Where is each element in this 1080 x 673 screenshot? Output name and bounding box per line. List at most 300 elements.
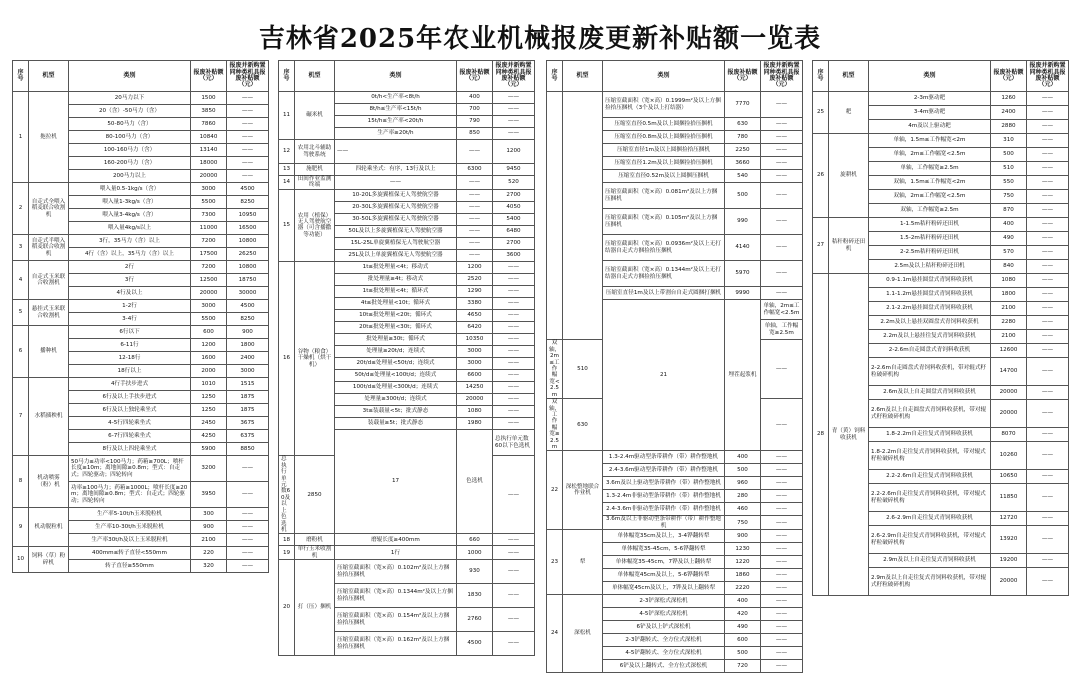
subsidy-cell: 3000 bbox=[457, 345, 493, 357]
subsidy-cell: —— bbox=[457, 237, 493, 249]
category-cell: 25L及以上单旋翼植保无人驾驶航空器 bbox=[335, 249, 457, 261]
header-category: 类别 bbox=[69, 61, 191, 92]
table-row bbox=[547, 530, 803, 543]
subsidy-cell: 4250 bbox=[191, 430, 227, 443]
extra-subsidy-cell: 6375 bbox=[227, 430, 269, 443]
category-cell: 压缩室直径1.2m及以上圆捆捡拾压捆机 bbox=[603, 157, 725, 170]
extra-subsidy-cell: —— bbox=[227, 131, 269, 144]
category-cell: 10t≤批处理量<20t；循环式 bbox=[335, 309, 457, 321]
extra-subsidy-cell: —— bbox=[1027, 190, 1069, 204]
header-category: 类别 bbox=[335, 61, 457, 92]
machine-type: 深松机 bbox=[563, 595, 603, 673]
subsidy-cell: —— bbox=[457, 249, 493, 261]
extra-subsidy-cell: —— bbox=[227, 170, 269, 183]
subsidy-cell: 10650 bbox=[991, 470, 1027, 484]
extra-subsidy-cell: 2700 bbox=[493, 189, 535, 201]
extra-subsidy-cell: 4500 bbox=[227, 183, 269, 196]
extra-subsidy-cell: 10800 bbox=[227, 235, 269, 248]
category-cell: 2.4-3.6m非驱动型条带耕作（带）耕作整地机 bbox=[603, 503, 725, 516]
subsidy-cell: 2100 bbox=[191, 534, 227, 547]
extra-subsidy-cell: —— bbox=[493, 116, 535, 128]
category-cell: 8t/h≤生产率<15t/h bbox=[335, 104, 457, 116]
machine-type: 农用（植保）无人驾驶航空器（可含播撒等功能） bbox=[295, 189, 335, 261]
table-panel-1 bbox=[12, 60, 268, 608]
category-cell: 磨辊长度≥400mm bbox=[335, 534, 457, 546]
category-cell: 4m及以上驱动耙 bbox=[869, 120, 991, 134]
category-cell: 80-100马力（含） bbox=[69, 131, 191, 144]
header-extra: 报废并新购置同种类机具报废补贴额（元） bbox=[227, 61, 269, 92]
table-row bbox=[13, 300, 269, 313]
subsidy-table bbox=[546, 60, 803, 673]
subsidy-table bbox=[278, 60, 535, 656]
subsidy-cell: 2760 bbox=[457, 608, 493, 632]
category-cell: 4-5行四轮乘坐式 bbox=[69, 417, 191, 430]
row-number: 23 bbox=[547, 530, 563, 595]
machine-type: 青（黄）饲料收获机 bbox=[829, 274, 869, 596]
row-number: 5 bbox=[13, 300, 29, 326]
header-row bbox=[547, 61, 803, 92]
subsidy-cell: 1220 bbox=[725, 556, 761, 569]
extra-subsidy-cell: —— bbox=[761, 399, 803, 451]
extra-subsidy-cell: 8250 bbox=[227, 313, 269, 326]
subsidy-cell: 280 bbox=[725, 490, 761, 503]
extra-subsidy-cell: —— bbox=[1027, 386, 1069, 400]
extra-subsidy-cell: —— bbox=[493, 104, 535, 116]
header-category: 类别 bbox=[603, 61, 725, 92]
subsidy-cell: —— bbox=[457, 225, 493, 237]
extra-subsidy-cell: —— bbox=[493, 333, 535, 345]
extra-subsidy-cell: —— bbox=[761, 556, 803, 569]
subsidy-cell: 3200 bbox=[191, 456, 227, 482]
row-number: 14 bbox=[279, 176, 295, 190]
row-number: 27 bbox=[813, 218, 829, 274]
extra-subsidy-cell: —— bbox=[493, 584, 535, 608]
extra-subsidy-cell: —— bbox=[761, 477, 803, 490]
subsidy-cell: 20000 bbox=[991, 386, 1027, 400]
header-subsidy: 报废补贴额（元） bbox=[991, 61, 1027, 92]
subsidy-cell: 500 bbox=[725, 464, 761, 477]
subsidy-cell: 660 bbox=[457, 534, 493, 546]
subsidy-cell: 720 bbox=[725, 660, 761, 673]
extra-subsidy-cell: —— bbox=[761, 621, 803, 634]
extra-subsidy-cell: —— bbox=[227, 482, 269, 508]
table-row bbox=[279, 140, 535, 164]
category-cell: 6行及以上手扶步进式 bbox=[69, 391, 191, 404]
row-number: 1 bbox=[13, 92, 29, 183]
row-number: 28 bbox=[813, 274, 829, 596]
category-cell: 2-3铲翻转式、全方位式深松机 bbox=[603, 634, 725, 647]
category-cell: 2-3m驱动耙 bbox=[869, 92, 991, 106]
subsidy-cell: 5500 bbox=[191, 196, 227, 209]
category-cell: 20t/d≤处理量<50t/d；连续式 bbox=[335, 357, 457, 369]
category-cell: 2.9m及以上自走往复式青饲料收获机 bbox=[869, 554, 991, 568]
subsidy-cell: 2000 bbox=[191, 365, 227, 378]
category-cell: 6行及以上独轮乘坐式 bbox=[69, 404, 191, 417]
table-row bbox=[279, 546, 535, 560]
subsidy-cell: 9990 bbox=[725, 287, 761, 300]
extra-subsidy-cell: 10950 bbox=[227, 209, 269, 222]
subsidy-cell: 400 bbox=[725, 451, 761, 464]
row-number: 17 bbox=[335, 429, 457, 534]
category-cell: —— bbox=[335, 176, 457, 190]
subsidy-cell: 2880 bbox=[991, 120, 1027, 134]
category-cell: 3.6m及以上驱动型条带耕作（带）耕作整地机 bbox=[603, 477, 725, 490]
category-cell: 8行及以上四轮乘坐式 bbox=[69, 443, 191, 456]
category-cell: 50t/d≤处理量<100t/d；连续式 bbox=[335, 369, 457, 381]
row-number: 21 bbox=[603, 300, 725, 451]
extra-subsidy-cell: —— bbox=[761, 340, 803, 399]
subsidy-cell: 780 bbox=[725, 131, 761, 144]
subsidy-cell: 2280 bbox=[991, 316, 1027, 330]
category-cell: 双轴，工作幅宽≥2.5m bbox=[547, 399, 563, 451]
subsidy-cell: 1500 bbox=[191, 92, 227, 105]
category-cell: 2.6-2.9m自走往复式青饲料收获机，带对辊式籽粒破碎机构 bbox=[869, 526, 991, 554]
category-cell: 2.4-3.6m驱动型条带耕作（带）耕作整地机 bbox=[603, 464, 725, 477]
category-cell: 6行以下 bbox=[69, 326, 191, 339]
subsidy-cell: 490 bbox=[991, 232, 1027, 246]
header-type: 机型 bbox=[295, 61, 335, 92]
machine-type: 施肥机 bbox=[295, 164, 335, 176]
extra-subsidy-cell: 1875 bbox=[227, 404, 269, 417]
category-cell: 2.2-2.6m自走往复式青饲料收获机，带对辊式籽粒破碎机构 bbox=[869, 484, 991, 512]
category-cell: 10-20L多旋翼植保无人驾驶航空器 bbox=[335, 189, 457, 201]
subsidy-cell: 900 bbox=[725, 530, 761, 543]
machine-type: 深松整地联合作业机 bbox=[563, 451, 603, 530]
subsidy-cell: 2100 bbox=[991, 330, 1027, 344]
extra-subsidy-cell: 8850 bbox=[227, 443, 269, 456]
row-number: 10 bbox=[13, 547, 29, 573]
subsidy-cell: 400 bbox=[991, 218, 1027, 232]
category-cell: 单体幅宽45cm及以上，7铧及以上翻转犁 bbox=[603, 582, 725, 595]
extra-subsidy-cell: —— bbox=[227, 534, 269, 547]
header-row bbox=[279, 61, 535, 92]
row-number: 18 bbox=[279, 534, 295, 546]
category-cell: 20-30L多旋翼植保无人驾驶航空器 bbox=[335, 201, 457, 213]
subsidy-cell: —— bbox=[457, 213, 493, 225]
extra-subsidy-cell: —— bbox=[761, 131, 803, 144]
subsidy-cell: 7200 bbox=[191, 235, 227, 248]
category-cell: 2.6-2.9m自走往复式青饲料收获机 bbox=[869, 512, 991, 526]
extra-subsidy-cell: 2400 bbox=[227, 352, 269, 365]
category-cell: 1-1.5m秸秆粉碎还田机 bbox=[869, 218, 991, 232]
extra-subsidy-cell: —— bbox=[493, 357, 535, 369]
header-subsidy: 报废补贴额（元） bbox=[725, 61, 761, 92]
category-cell: 2.6m及以上自走圆盘式青饲料收获机 bbox=[869, 386, 991, 400]
category-cell: 6-11行 bbox=[69, 339, 191, 352]
category-cell: 压缩室直径1m及以上带割台自走式圆捆打捆机 bbox=[603, 287, 725, 300]
category-cell: 生产率30t/h及以上玉米脱粒机 bbox=[69, 534, 191, 547]
header-no: 序号 bbox=[13, 61, 29, 92]
machine-type: 机动喷雾（粉）机 bbox=[29, 456, 69, 508]
machine-type: 谷物（粮食）干燥机（烘干机） bbox=[295, 261, 335, 456]
category-cell: 压缩室截面积（宽×高）0.0936m²及以上无打结器自走式方捆捡拾压捆机 bbox=[603, 235, 725, 261]
subsidy-cell: 900 bbox=[191, 521, 227, 534]
subsidy-cell: 20000 bbox=[191, 170, 227, 183]
subsidy-cell: 960 bbox=[725, 477, 761, 490]
extra-subsidy-cell: 4500 bbox=[227, 300, 269, 313]
machine-type: 饲料（草）粉碎机 bbox=[29, 547, 69, 573]
category-cell: 压缩室截面积（宽×高）0.1344m²及以上无打结器自走式方捆捡拾压捆机 bbox=[603, 261, 725, 287]
extra-subsidy-cell: 1200 bbox=[493, 140, 535, 164]
row-number: 4 bbox=[13, 261, 29, 300]
extra-subsidy-cell: —— bbox=[761, 516, 803, 530]
row-number: 20 bbox=[279, 560, 295, 656]
category-cell: 压缩室直径0.8m及以上圆捆捡拾压捆机 bbox=[603, 131, 725, 144]
category-cell: 压缩室截面积（宽×高）0.081m²及以上方捆压捆机 bbox=[603, 183, 725, 209]
extra-subsidy-cell: —— bbox=[1027, 484, 1069, 512]
row-number: 26 bbox=[813, 134, 829, 218]
extra-subsidy-cell: —— bbox=[227, 118, 269, 131]
subsidy-cell: 1250 bbox=[191, 391, 227, 404]
table-row bbox=[547, 595, 803, 608]
category-cell: 20（含）-50马力（含） bbox=[69, 105, 191, 118]
subsidy-cell: 320 bbox=[191, 560, 227, 573]
category-cell: 1.3-2.4m非驱动型条带耕作（带）耕作整地机 bbox=[603, 490, 725, 503]
subsidy-cell: 1010 bbox=[191, 378, 227, 391]
extra-subsidy-cell: —— bbox=[761, 490, 803, 503]
category-cell: 6铲及以上翻转式、全方位式深松机 bbox=[603, 660, 725, 673]
extra-subsidy-cell: —— bbox=[227, 105, 269, 118]
extra-subsidy-cell: —— bbox=[227, 144, 269, 157]
category-cell: 2-2.6m自走圆盘式青饲料收获机，带对辊式籽粒破碎机构 bbox=[869, 358, 991, 386]
extra-subsidy-cell: —— bbox=[1027, 232, 1069, 246]
machine-type: 自走式全喂入稻麦联合收割机 bbox=[29, 183, 69, 235]
subsidy-cell: 6300 bbox=[457, 164, 493, 176]
subsidy-cell: 3000 bbox=[191, 300, 227, 313]
row-number: 11 bbox=[279, 92, 295, 140]
category-cell: 双轴，工作幅宽≥2.5m bbox=[869, 204, 991, 218]
machine-type: 色选机 bbox=[457, 429, 493, 534]
extra-subsidy-cell: —— bbox=[1027, 162, 1069, 176]
category-cell: 1-2行 bbox=[69, 300, 191, 313]
category-cell: 6-7行四轮乘坐式 bbox=[69, 430, 191, 443]
table-row bbox=[13, 378, 269, 391]
category-cell: 2-2.6m自走圆盘式青饲料收获机 bbox=[869, 344, 991, 358]
category-cell: 四轮乘坐式：有序，13行及以上 bbox=[335, 164, 457, 176]
category-cell: 单体幅宽45cm及以上，5-6铧翻转犁 bbox=[603, 569, 725, 582]
extra-subsidy-cell: 520 bbox=[493, 176, 535, 190]
extra-subsidy-cell: 3000 bbox=[227, 365, 269, 378]
extra-subsidy-cell: —— bbox=[493, 381, 535, 393]
extra-subsidy-cell: —— bbox=[761, 170, 803, 183]
extra-subsidy-cell: —— bbox=[761, 157, 803, 170]
subsidy-cell: 12600 bbox=[991, 344, 1027, 358]
extra-subsidy-cell: —— bbox=[493, 560, 535, 584]
extra-subsidy-cell: —— bbox=[493, 456, 535, 534]
table-row bbox=[13, 92, 269, 105]
machine-type: 耙 bbox=[829, 92, 869, 134]
subsidy-cell: 500 bbox=[725, 647, 761, 660]
subsidy-cell: 1200 bbox=[191, 339, 227, 352]
table-row bbox=[13, 261, 269, 274]
extra-subsidy-cell: 1515 bbox=[227, 378, 269, 391]
category-cell: 生产率5-10t/h玉米脱粒机 bbox=[69, 508, 191, 521]
subsidy-cell: 1600 bbox=[191, 352, 227, 365]
category-cell: 处理量≥300t/d；连续式 bbox=[335, 393, 457, 405]
header-extra: 报废并新购置同种类机具报废补贴额（元） bbox=[1027, 61, 1069, 92]
category-cell: 50L及以上多旋翼植保无人驾驶航空器 bbox=[335, 225, 457, 237]
subsidy-cell: 12720 bbox=[991, 512, 1027, 526]
subsidy-cell: 20000 bbox=[457, 393, 493, 405]
extra-subsidy-cell: —— bbox=[493, 393, 535, 405]
table-row bbox=[13, 235, 269, 248]
subsidy-cell: 8070 bbox=[991, 428, 1027, 442]
category-cell: 批处理量≥4t；移动式 bbox=[335, 273, 457, 285]
subsidy-cell: 17500 bbox=[191, 248, 227, 261]
extra-subsidy-cell: —— bbox=[761, 287, 803, 300]
subsidy-cell: 540 bbox=[725, 170, 761, 183]
category-cell: 4-5铲翻转式、全方位式深松机 bbox=[603, 647, 725, 660]
table-row bbox=[813, 92, 1069, 106]
extra-subsidy-cell: —— bbox=[1027, 302, 1069, 316]
table-row bbox=[279, 534, 535, 546]
extra-subsidy-cell: —— bbox=[1027, 428, 1069, 442]
extra-subsidy-cell: —— bbox=[761, 451, 803, 464]
category-cell: 2.5m及以上秸秆粉碎还田机 bbox=[869, 260, 991, 274]
category-cell: 1.5-2m秸秆粉碎还田机 bbox=[869, 232, 991, 246]
category-cell: 1行 bbox=[335, 546, 457, 560]
category-cell: 处理量≥20t/d；连续式 bbox=[335, 345, 457, 357]
machine-type: 田间作业监测终端 bbox=[295, 176, 335, 190]
extra-subsidy-cell: —— bbox=[1027, 260, 1069, 274]
category-cell: 单体幅宽35cm及以上，3-4铧翻转犁 bbox=[603, 530, 725, 543]
extra-subsidy-cell: —— bbox=[761, 608, 803, 621]
extra-subsidy-cell: 3675 bbox=[227, 417, 269, 430]
subsidy-cell: 510 bbox=[563, 340, 603, 399]
header-type: 机型 bbox=[829, 61, 869, 92]
extra-subsidy-cell: —— bbox=[227, 92, 269, 105]
extra-subsidy-cell: 18750 bbox=[227, 274, 269, 287]
category-cell: 转子直径≥550mm bbox=[69, 560, 191, 573]
table-panel-4 bbox=[812, 60, 1068, 608]
subsidy-cell: 10350 bbox=[457, 333, 493, 345]
category-cell: 2-2.5m秸秆粉碎还田机 bbox=[869, 246, 991, 260]
subsidy-cell: 7200 bbox=[191, 261, 227, 274]
category-cell: 喂入量1-3kg/s（含） bbox=[69, 196, 191, 209]
category-cell: 喂入量3-4kg/s（含） bbox=[69, 209, 191, 222]
row-number: 12 bbox=[279, 140, 295, 164]
extra-subsidy-cell: —— bbox=[761, 92, 803, 118]
subsidy-cell: —— bbox=[457, 189, 493, 201]
row-number bbox=[547, 92, 563, 340]
subsidy-cell: 3850 bbox=[191, 105, 227, 118]
subsidy-cell: 1260 bbox=[991, 92, 1027, 106]
extra-subsidy-cell: —— bbox=[761, 647, 803, 660]
subsidy-cell: 1830 bbox=[457, 584, 493, 608]
extra-subsidy-cell: —— bbox=[761, 634, 803, 647]
row-number: 9 bbox=[13, 508, 29, 547]
header-type: 机型 bbox=[29, 61, 69, 92]
machine-type: 播种机 bbox=[29, 326, 69, 378]
category-cell: 4行（含）以上，35马力（含）以上 bbox=[69, 248, 191, 261]
table-row bbox=[279, 164, 535, 176]
subsidy-cell: 7300 bbox=[191, 209, 227, 222]
subsidy-cell: 14250 bbox=[457, 381, 493, 393]
category-cell: 0.9-1.1m悬挂圆盘式青饲料收获机 bbox=[869, 274, 991, 288]
machine-type: 悬挂式玉米联合收割机 bbox=[29, 300, 69, 326]
subsidy-cell: 10840 bbox=[191, 131, 227, 144]
category-cell: 0t/h<生产率<8t/h bbox=[335, 92, 457, 104]
extra-subsidy-cell: —— bbox=[1027, 218, 1069, 232]
category-cell: 生产率≥20t/h bbox=[335, 128, 457, 140]
subsidy-cell: 19200 bbox=[991, 554, 1027, 568]
row-number: 19 bbox=[279, 546, 295, 560]
category-cell: 18行以上 bbox=[69, 365, 191, 378]
category-cell: 2.2m及以上悬挂双圆盘式青饲料收获机 bbox=[869, 316, 991, 330]
subsidy-cell: 20000 bbox=[991, 400, 1027, 428]
extra-subsidy-cell: —— bbox=[493, 546, 535, 560]
subsidy-cell: —— bbox=[457, 201, 493, 213]
subsidy-cell: 1860 bbox=[725, 569, 761, 582]
machine-type: 单行玉米收割机 bbox=[295, 546, 335, 560]
subsidy-cell: 750 bbox=[991, 190, 1027, 204]
extra-subsidy-cell: —— bbox=[1027, 274, 1069, 288]
category-cell: 4t≤批处理量<10t；循环式 bbox=[335, 297, 457, 309]
subsidy-cell: 850 bbox=[457, 128, 493, 140]
subsidy-cell: 10260 bbox=[991, 442, 1027, 470]
extra-subsidy-cell: 4050 bbox=[493, 201, 535, 213]
subsidy-cell: 420 bbox=[725, 608, 761, 621]
subsidy-cell: 990 bbox=[725, 209, 761, 235]
category-cell: 2行 bbox=[69, 261, 191, 274]
subsidy-cell: 1980 bbox=[457, 417, 493, 429]
extra-subsidy-cell: 26250 bbox=[227, 248, 269, 261]
category-cell: 4-5铲深松式深松机 bbox=[603, 608, 725, 621]
table-row bbox=[279, 176, 535, 190]
subsidy-cell: 1800 bbox=[991, 288, 1027, 302]
extra-subsidy-cell: —— bbox=[1027, 330, 1069, 344]
machine-type: 犁 bbox=[563, 530, 603, 595]
row-number: 22 bbox=[547, 451, 563, 530]
table-row bbox=[813, 218, 1069, 232]
category-cell: 生产率10-30t/h玉米脱粒机 bbox=[69, 521, 191, 534]
header-extra: 报废并新购置同种类机具报废补贴额（元） bbox=[493, 61, 535, 92]
subsidy-cell: 4140 bbox=[725, 235, 761, 261]
category-cell: 1.3-2.4m驱动型条带耕作（带）耕作整地机 bbox=[603, 451, 725, 464]
category-cell: 100t/d≤处理量<300t/d；连续式 bbox=[335, 381, 457, 393]
category-cell: 压缩室截面积（宽×高）0.1999m²及以上方捆捡拾压捆机（3个及以上打结器） bbox=[603, 92, 725, 118]
subsidy-cell: 18000 bbox=[191, 157, 227, 170]
extra-subsidy-cell: —— bbox=[493, 128, 535, 140]
extra-subsidy-cell: —— bbox=[1027, 120, 1069, 134]
category-cell: 喂入量0.5-1kg/s（含） bbox=[69, 183, 191, 196]
subsidy-cell: 4500 bbox=[457, 632, 493, 656]
extra-subsidy-cell: —— bbox=[493, 345, 535, 357]
subsidy-cell: 1200 bbox=[457, 261, 493, 273]
subsidy-cell: 1080 bbox=[457, 405, 493, 417]
subsidy-cell: 630 bbox=[725, 118, 761, 131]
extra-subsidy-cell: —— bbox=[493, 309, 535, 321]
extra-subsidy-cell: —— bbox=[761, 595, 803, 608]
category-cell: 4行及以上 bbox=[69, 287, 191, 300]
header-row bbox=[813, 61, 1069, 92]
extra-subsidy-cell: —— bbox=[761, 543, 803, 556]
extra-subsidy-cell: —— bbox=[227, 521, 269, 534]
subsidy-cell: 2520 bbox=[457, 273, 493, 285]
extra-subsidy-cell: —— bbox=[761, 660, 803, 673]
category-cell: 2-3铲深松式深松机 bbox=[603, 595, 725, 608]
machine-type: 自走式半喂入稻麦联合收割机 bbox=[29, 235, 69, 261]
machine-type: 自走式玉米联合收割机 bbox=[29, 261, 69, 300]
category-cell: 双轴，2m≤工作幅宽<2.5m bbox=[547, 340, 563, 399]
category-cell: 双轴，1.5m≤工作幅宽<2m bbox=[869, 176, 991, 190]
category-cell: 总执行单元数60及以上色选机 bbox=[279, 456, 295, 534]
category-cell: 12-18行 bbox=[69, 352, 191, 365]
category-cell: 功率≥100马力；药箱≥1000L；喷杆长度≥20m；离地间隙≥0.8m；型式：自走式；四轮驱动；四轮转向 bbox=[69, 482, 191, 508]
subsidy-cell: 5970 bbox=[725, 261, 761, 287]
extra-subsidy-cell: 6480 bbox=[493, 225, 535, 237]
extra-subsidy-cell: —— bbox=[1027, 176, 1069, 190]
